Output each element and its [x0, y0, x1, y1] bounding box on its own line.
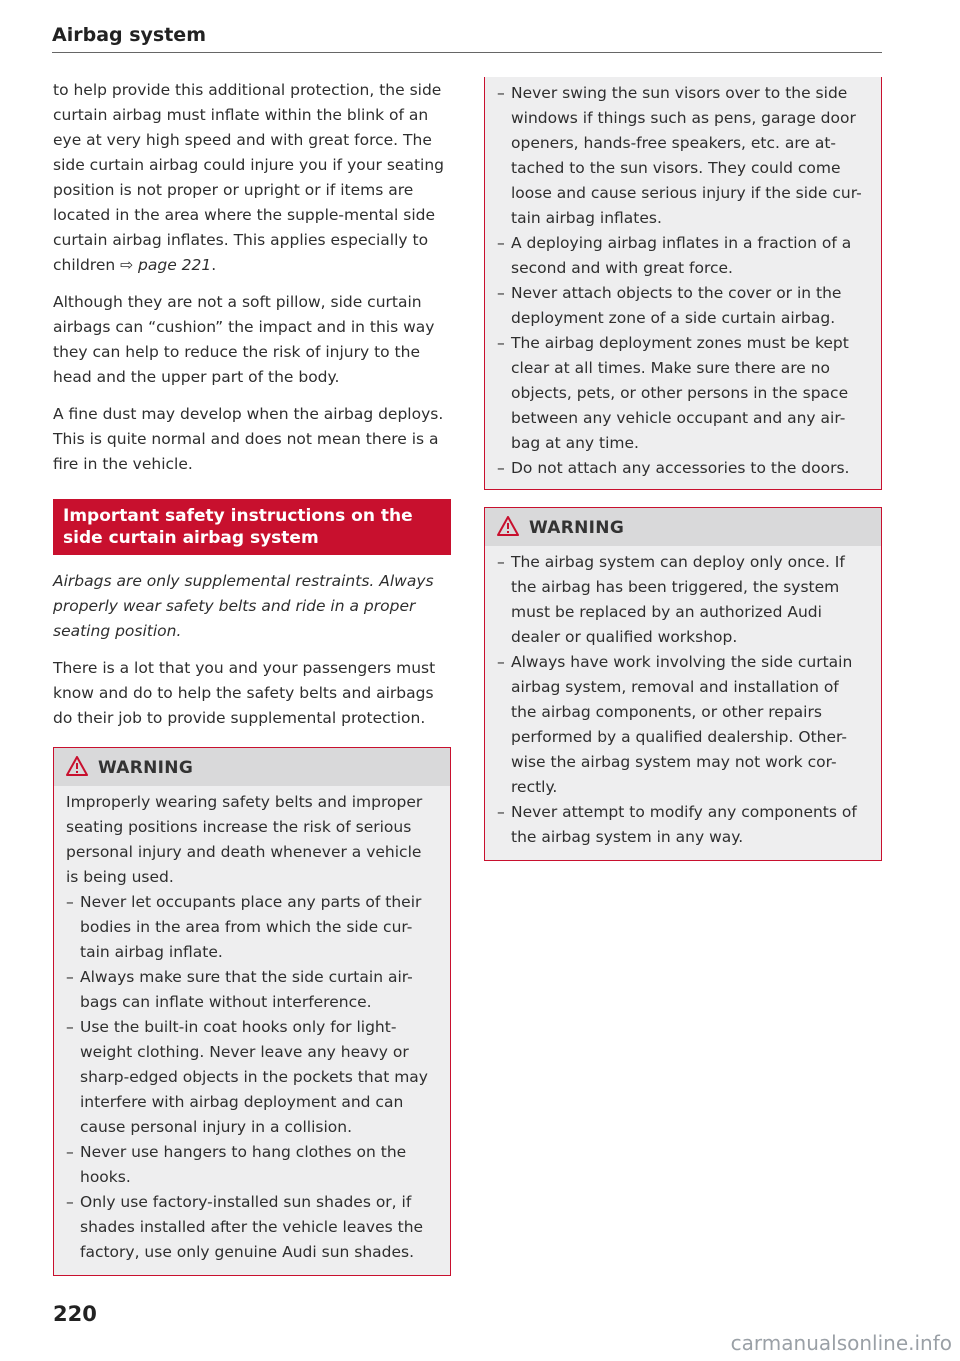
list-item: – A deploying airbag inflates in a fraction of a second and with great force.	[497, 231, 869, 281]
list-item: – Always have work involving the side curtain airbag system, removal and installation of the airbag components, or other repairs performed by a qualified dealership. Other-wise the airbag system may not work cor-rectly.	[497, 650, 869, 800]
list-item-text: Never attempt to modify any components of the airbag system in any way.	[511, 803, 857, 846]
section-intro: Airbags are only supplemental restraints. Always properly wear safety belts and ride in a proper seating position.	[53, 572, 434, 640]
list-item-text: Never swing the sun visors over to the side windows if things such as pens, garage door openers, hands-free speakers, etc. are at-tached to the sun visors. They could come loose and cause serious injury if the side cur-tain airbag inflates.	[511, 84, 862, 227]
list-item: – Never attach objects to the cover or in the deployment zone of a side curtain airbag.	[497, 281, 869, 331]
list-item: – The airbag deployment zones must be kept clear at all times. Make sure there are no objects, pets, or other persons in the space between any vehicle occupant and any air-bag at any time.	[497, 331, 869, 456]
list-item: – The airbag system can deploy only once. If the airbag has been triggered, the system must be replaced by an authorized Audi dealer or qualified workshop.	[497, 550, 869, 650]
warning-box-right	[484, 507, 882, 861]
left-column	[53, 78, 451, 1276]
page-number: 220	[53, 1302, 97, 1326]
header-divider	[52, 52, 882, 53]
page-reference-link[interactable]: ⇨ page 221	[120, 256, 212, 274]
list-item: – Only use factory-installed sun shades or, if shades installed after the vehicle leaves the factory, use only genuine Audi sun shades.	[66, 1190, 438, 1265]
list-item-text: Use the built-in coat hooks only for light-weight clothing. Never leave any heavy or sharp-edged objects in the pockets that may interfere with airbag deployment and can cause personal injury in a collision.	[80, 1018, 428, 1136]
intro-text-end: .	[211, 256, 217, 274]
list-item: – Never use hangers to hang clothes on the hooks.	[66, 1140, 438, 1190]
section-paragraph: There is a lot that you and your passengers must know and do to help the safety belts and airbags do their job to provide supplemental protection.	[53, 659, 436, 727]
right-column	[484, 78, 882, 861]
list-item-text: Do not attach any accessories to the doors.	[511, 459, 850, 477]
warning-text: Improperly wearing safety belts and improper seating positions increase the risk of serious personal injury and death whenever a vehicle is being used.	[66, 793, 423, 886]
section-heading: Important safety instructions on the side curtain airbag system	[53, 499, 451, 555]
warning-header	[485, 508, 881, 546]
cushion-paragraph: Although they are not a soft pillow, side curtain airbags can “cushion” the impact and in this way they can help to reduce the risk of injury to the head and the upper part of the body.	[53, 293, 435, 386]
list-item: – Never attempt to modify any components of the airbag system in any way.	[497, 800, 869, 850]
list-item-text: Only use factory-installed sun shades or, if shades installed after the vehicle leaves the factory, use only genuine Audi sun shades.	[80, 1193, 424, 1261]
warning-body	[485, 546, 881, 860]
intro-paragraph	[53, 78, 451, 278]
list-item-text: A deploying airbag inflates in a fraction of a second and with great force.	[511, 234, 852, 277]
list-item-text: Never let occupants place any parts of their bodies in the area from which the side cur-tain airbag inflate.	[80, 893, 422, 961]
list-item: – Never let occupants place any parts of their bodies in the area from which the side cur-tain airbag inflate.	[66, 890, 438, 965]
list-item-text: The airbag deployment zones must be kept clear at all times. Make sure there are no objects, pets, or other persons in the space between any vehicle occupant and any air-bag at any time.	[511, 334, 849, 452]
warning-body	[54, 786, 450, 1275]
list-item: – Never swing the sun visors over to the side windows if things such as pens, garage door openers, hands-free speakers, etc. are at-tached to the sun visors. They could come loose and cause serious injury if the side cur-tain airbag inflates.	[497, 81, 869, 231]
list-item-text: Never use hangers to hang clothes on the hooks.	[80, 1143, 407, 1186]
intro-text: to help provide this additional protection, the side curtain airbag must inflate within the blink of an eye at very high speed and with great force. The side curtain airbag could injure you if your seating position is not proper or upright or if items are located in the area where the supple-mental side curtain airbag inflates. This applies especially to children	[53, 81, 445, 274]
list-item-text: Always make sure that the side curtain air-bags can inflate without interference.	[80, 968, 413, 1011]
warning-label: WARNING	[98, 758, 194, 778]
dust-paragraph: A fine dust may develop when the airbag deploys. This is quite normal and does not mean there is a fire in the vehicle.	[53, 405, 444, 473]
list-item: – Use the built-in coat hooks only for light-weight clothing. Never leave any heavy or sharp-edged objects in the pockets that may interfere with airbag deployment and can cause personal injury in a collision.	[66, 1015, 438, 1140]
warning-triangle-icon	[497, 516, 519, 540]
warning-box-continued	[484, 77, 882, 490]
list-item: – Do not attach any accessories to the doors.	[497, 456, 869, 481]
warning-label: WARNING	[529, 518, 625, 538]
list-item-text: Never attach objects to the cover or in the deployment zone of a side curtain airbag.	[511, 284, 842, 327]
watermark: carmanualsonline.info	[730, 1331, 952, 1355]
warning-box-left	[53, 747, 451, 1276]
list-item-text: The airbag system can deploy only once. If the airbag has been triggered, the system must be replaced by an authorized Audi dealer or qualified workshop.	[511, 553, 845, 646]
warning-header	[54, 748, 450, 786]
list-item: – Always make sure that the side curtain air-bags can inflate without interference.	[66, 965, 438, 1015]
list-item-text: Always have work involving the side curtain airbag system, removal and installation of the airbag components, or other repairs performed by a qualified dealership. Other-wise the airbag system may not work cor-rectly.	[511, 653, 853, 796]
page-header-title: Airbag system	[52, 24, 206, 46]
warning-triangle-icon	[66, 756, 88, 780]
